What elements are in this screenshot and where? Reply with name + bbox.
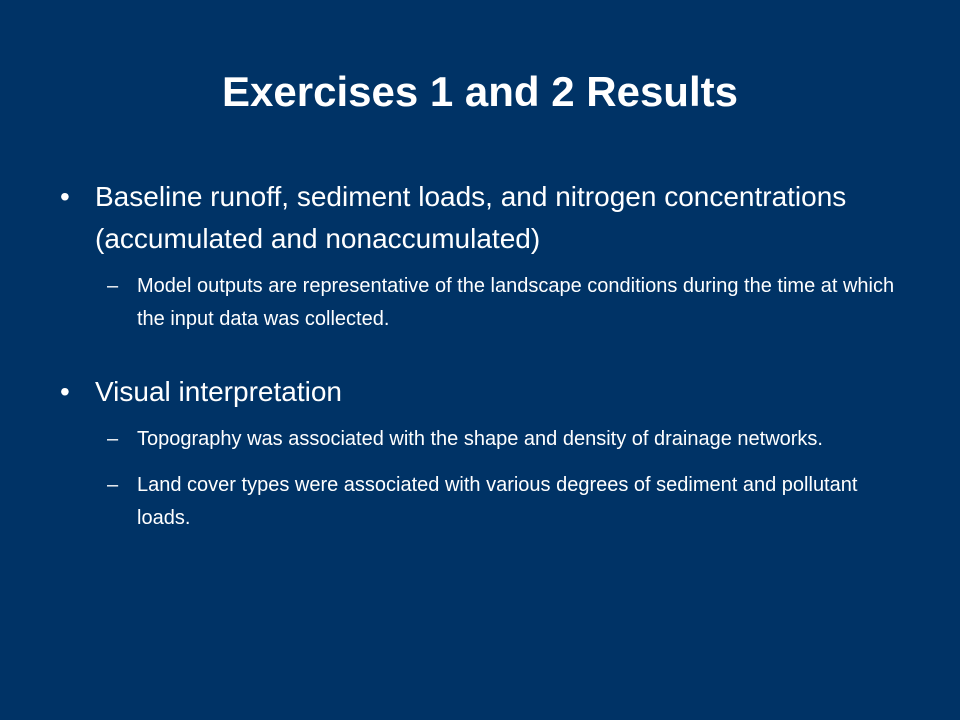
- bullet-dot-icon: •: [60, 376, 70, 407]
- sub-bullet-topography: [58, 423, 908, 456]
- bullet-text: Baseline runoff, sediment loads, and nitrogen concentrations (accumulated and nonaccumulated): [95, 181, 847, 254]
- slide-body: [58, 176, 908, 548]
- sub-bullet-land-cover: [58, 469, 908, 535]
- slide-title: Exercises 1 and 2 Results: [222, 68, 738, 115]
- sub-bullet-model-outputs: [58, 270, 908, 336]
- sub-bullet-text: Topography was associated with the shape and density of drainage networks.: [137, 428, 823, 450]
- sub-bullet-dash-icon: –: [107, 275, 119, 297]
- sub-bullet-dash-icon: –: [107, 474, 119, 496]
- bullet-dot-icon: •: [60, 181, 70, 212]
- bullet-visual-interpretation: [58, 371, 908, 413]
- spacer: [58, 349, 908, 371]
- sub-bullet-text: Land cover types were associated with various degrees of sediment and pollutant loads.: [137, 474, 858, 529]
- sub-bullet-text: Model outputs are representative of the landscape conditions during the time at which the input data was collected.: [137, 275, 895, 330]
- bullet-text: Visual interpretation: [95, 376, 342, 407]
- sub-bullet-dash-icon: –: [107, 428, 119, 450]
- bullet-baseline: [58, 176, 908, 260]
